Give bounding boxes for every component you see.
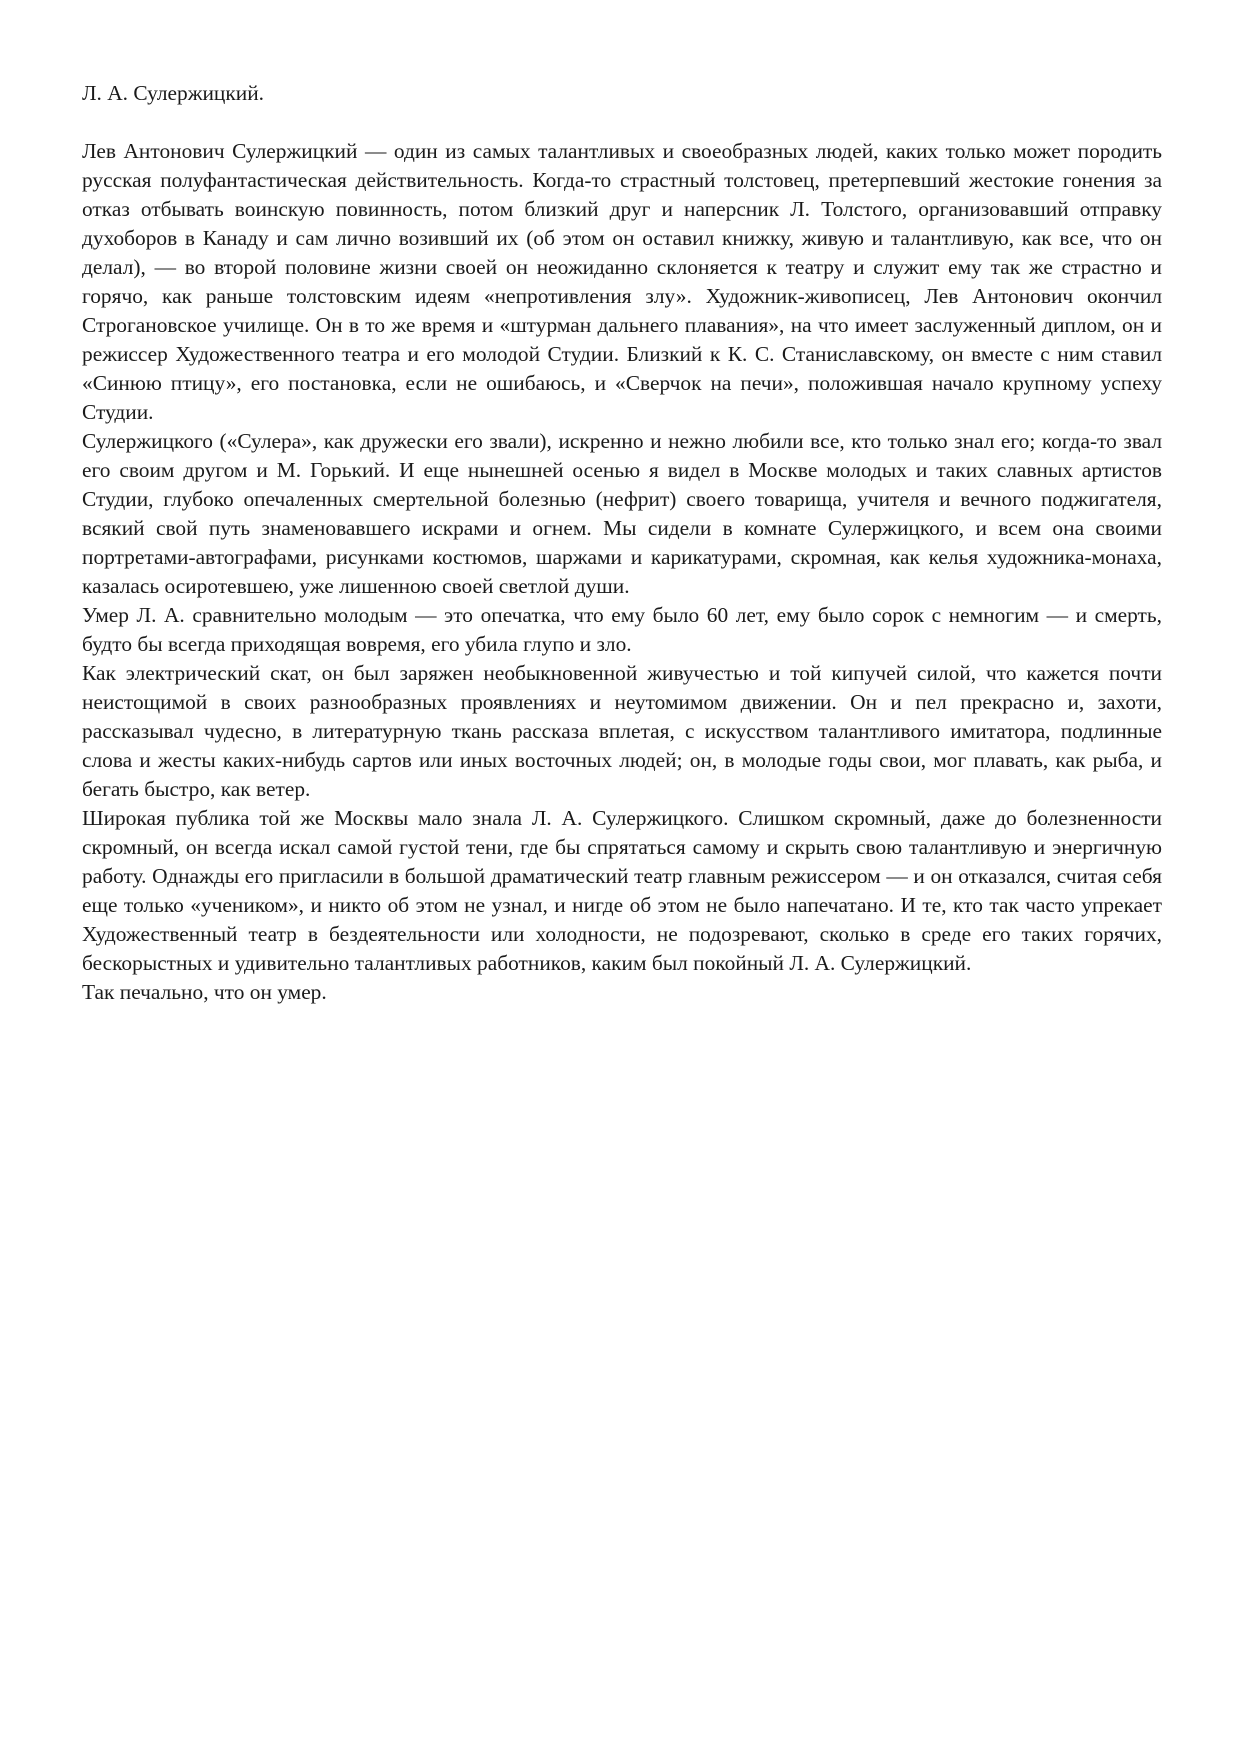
paragraph-death: Умер Л. А. сравнительно молодым — это опечатка, что ему было 60 лет, ему было сорок с немногим — и смерть, будто бы всегда приходящая вовремя, его убила глупо и зло. <box>82 603 1162 656</box>
document-title: Л. А. Сулержицкий. <box>82 81 265 105</box>
paragraph-friends: Сулержицкого («Сулера», как дружески его звали), искренно и нежно любили все, кто только знал его; когда-то звал его своим другом и М. Горький. И еще нынешней осенью я видел в Москве молодых и таких славных артистов Студии, глубоко опечаленных смертельной болезнью (нефрит) своего товарища, учителя и вечного поджигателя, всякий свой путь знаменовавшего искрами и огнем. Мы сидели в комнате Сулержицкого, и всем она своими портретами-автографами, рисунками костюмов, шаржами и карикатурами, скромная, как келья художника-монаха, казалась осиротевшею, уже лишенною своей светлой души. <box>82 429 1162 598</box>
document-page <box>82 79 1162 1007</box>
paragraph-character: Как электрический скат, он был заряжен необыкновенной живучестью и той кипучей силой, что кажется почти неистощимой в своих разнообразных проявлениях и неутомимом движении. Он и пел прекрасно и, захоти, рассказывал чудесно, в литературную ткань рассказа вплетая, с искусством талантливого имитатора, подлинные слова и жесты каких-нибудь сартов или иных восточных людей; он, в молодые годы свои, мог плавать, как рыба, и бегать быстро, как ветер. <box>82 661 1162 801</box>
paragraph-intro: Лев Антонович Сулержицкий — один из самых талантливых и своеобразных людей, каких только может породить русская полуфантастическая действительность. Когда-то страстный толстовец, претерпевший жестокие гонения за отказ отбывать воинскую повинность, потом близкий друг и наперсник Л. Толстого, организовавший отправку духоборов в Канаду и сам лично возивший их (об этом он оставил книжку, живую и талантливую, как все, что он делал), — во второй половине жизни своей он неожиданно склоняется к театру и служит ему так же страстно и горячо, как раньше толстовским идеям «непротивления злу». Художник-живописец, Лев Антонович окончил Строгановское училище. Он в то же время и «штурман дальнего плавания», на что имеет заслуженный диплом, он и режиссер Художественного театра и его молодой Студии. Близкий к К. С. Станиславскому, он вместе с ним ставил «Синюю птицу», его постановка, если не ошибаюсь, и «Сверчок на печи», положившая начало крупному успеху Студии. <box>82 139 1162 424</box>
paragraph-modesty: Широкая публика той же Москвы мало знала Л. А. Сулержицкого. Слишком скромный, даже до болезненности скромный, он всегда искал самой густой тени, где бы спрятаться самому и скрыть свою талантливую и энергичную работу. Однажды его пригласили в большой драматический театр главным режиссером — и он отказался, считая себя еще только «учеником», и никто об этом не узнал, и нигде об этом не было напечатано. И те, кто так часто упрекает Художественный театр в бездеятельности или холодности, не подозревают, сколько в среде его таких горячих, бескорыстных и удивительно талантливых работников, каким был покойный Л. А. Сулержицкий. <box>82 806 1162 975</box>
paragraph-closing: Так печально, что он умер. <box>82 980 327 1004</box>
